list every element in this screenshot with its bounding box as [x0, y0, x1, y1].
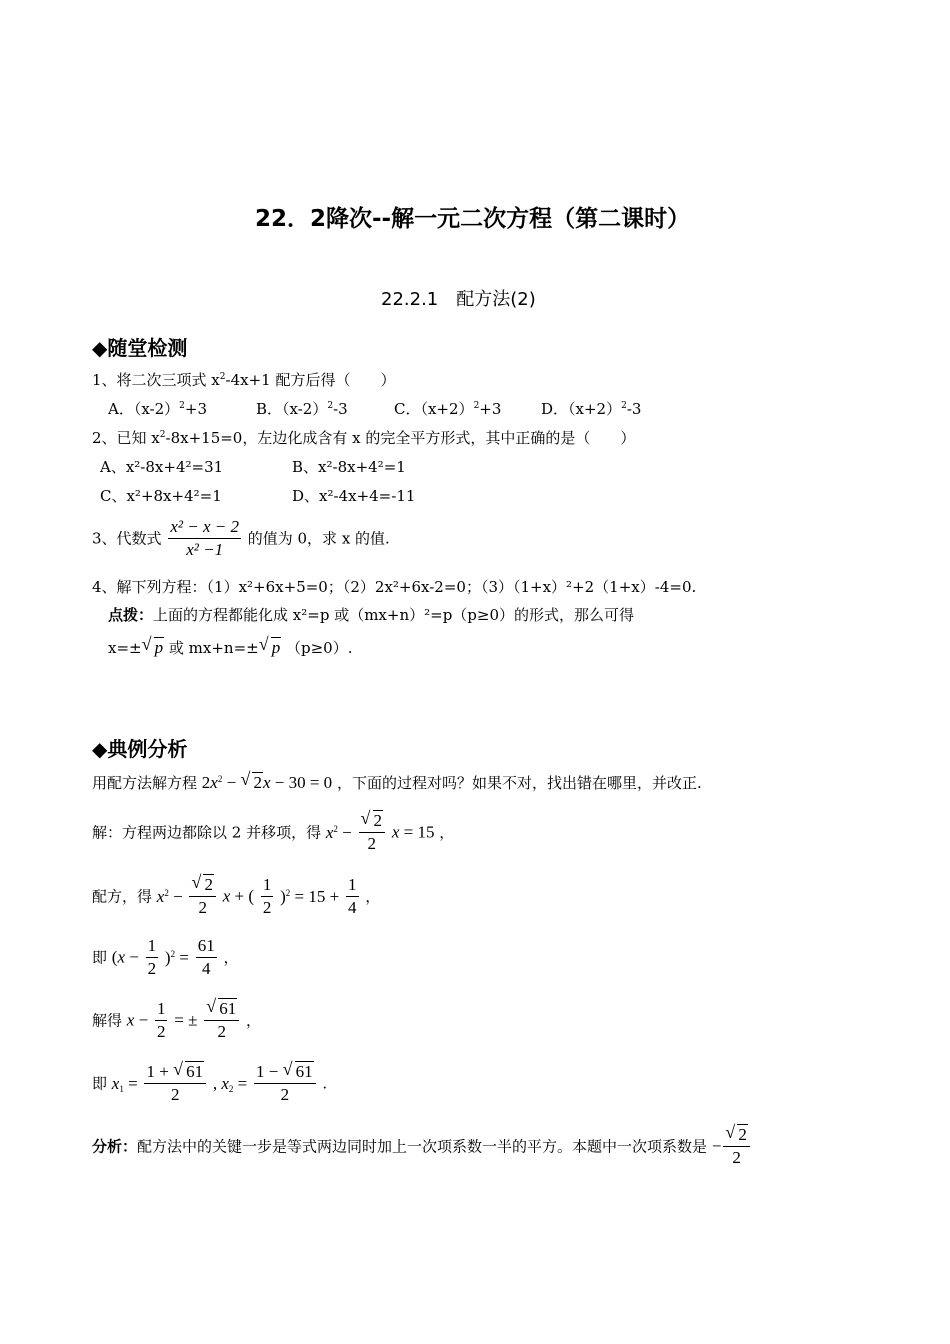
page-title: 22．2降次--解一元二次方程（第二课时） — [255, 206, 691, 232]
q1-option-d: D．$(x+2)^2-3$ — [541, 400, 642, 418]
section-heading-examples: ◆典例分析 — [92, 737, 188, 761]
q2-option-d: D、x²-4x+4=-11 — [292, 487, 416, 505]
question-4: 4、解下列方程：（1）x²+6x+5=0；（2）2x²+6x-2=0；（3）（1+x）²+2（1+x）-4=0. — [92, 578, 697, 596]
example-intro: 用配方法解方程 $2x^2$ − √ 2x − 30 = 0 ，下面的过程对吗？如果不对，找出错在哪里，并改正. — [92, 772, 702, 793]
q2-option-b: B、x²-8x+4²=1 — [292, 458, 406, 476]
hint-line-1: 点拨：上面的方程都能化成 x²=p 或（mx+n）²=p（p≥0）的形式，那么可得 — [108, 606, 635, 624]
question-3: 3、代数式 $\frac{\text{x² − x − 2}}{\text{x² −1}}$ 的值为 0，求 x 的值. — [92, 517, 390, 559]
q3-fraction: $\frac{\text{x² − x − 2}}{\text{x² −1}}$ — [170, 517, 239, 559]
solution-step-2: 配方，得 $x^2$ − √ $\frac{2}{2}$ x + ( $\frac{1}{2}$ )$^2$ = 15 + $\frac{1}{4}$ ， — [92, 874, 380, 919]
q1-option-a: A．$(x-2)^2+3$ — [108, 400, 207, 418]
solution-step-3: 即 (x − $\frac{1}{2}$ )$^2$ = $\frac{61}{4}$ ， — [92, 936, 239, 978]
section-heading-quiz: ◆随堂检测 — [92, 336, 188, 360]
diamond-icon: ◆ — [92, 336, 108, 360]
q1-option-c: C．$(x+2)^2+3$ — [394, 400, 502, 418]
q1-option-b: B．$(x-2)^2-3$ — [256, 400, 348, 418]
diamond-icon: ◆ — [92, 737, 108, 761]
question-2: 2、已知 $x^2-8x+15=0$，左边化成含有 x 的完全平方形式，其中正确的是（ ） — [92, 429, 636, 447]
q2-option-c: C、x²+8x+4²=1 — [100, 487, 222, 505]
solution-step-4: 解得 x − $\frac{1}{2}$ = ± √ $\frac{61}{2}$ ， — [92, 998, 261, 1043]
page-subtitle: 22.2.1 配方法(2) — [381, 289, 536, 310]
solution-step-5: 即 $x_1$ = $\frac{1 + √ 61}{2}$ , $x_2$ = $\frac{1 - √ 61}{2}$ . — [92, 1061, 327, 1106]
analysis-paragraph: 分析：配方法中的关键一步是等式两边同时加上一次项系数一半的平方。本题中一次项系数是 − √ $\frac{2}{2}$ — [92, 1124, 752, 1169]
q2-option-a: A、x²-8x+4²=31 — [100, 458, 224, 476]
solution-step-1: 解：方程两边都除以 2 并移项，得 $x^2$ − √ $\frac{2}{2}$ x = 15 ， — [92, 810, 454, 855]
hint-line-2: x=±√ p 或 mx+n=±√ p （p≥0）. — [108, 637, 352, 658]
question-1: 1、将二次三项式 $x^2-4x+1$ 配方后得（ ） — [92, 371, 396, 389]
